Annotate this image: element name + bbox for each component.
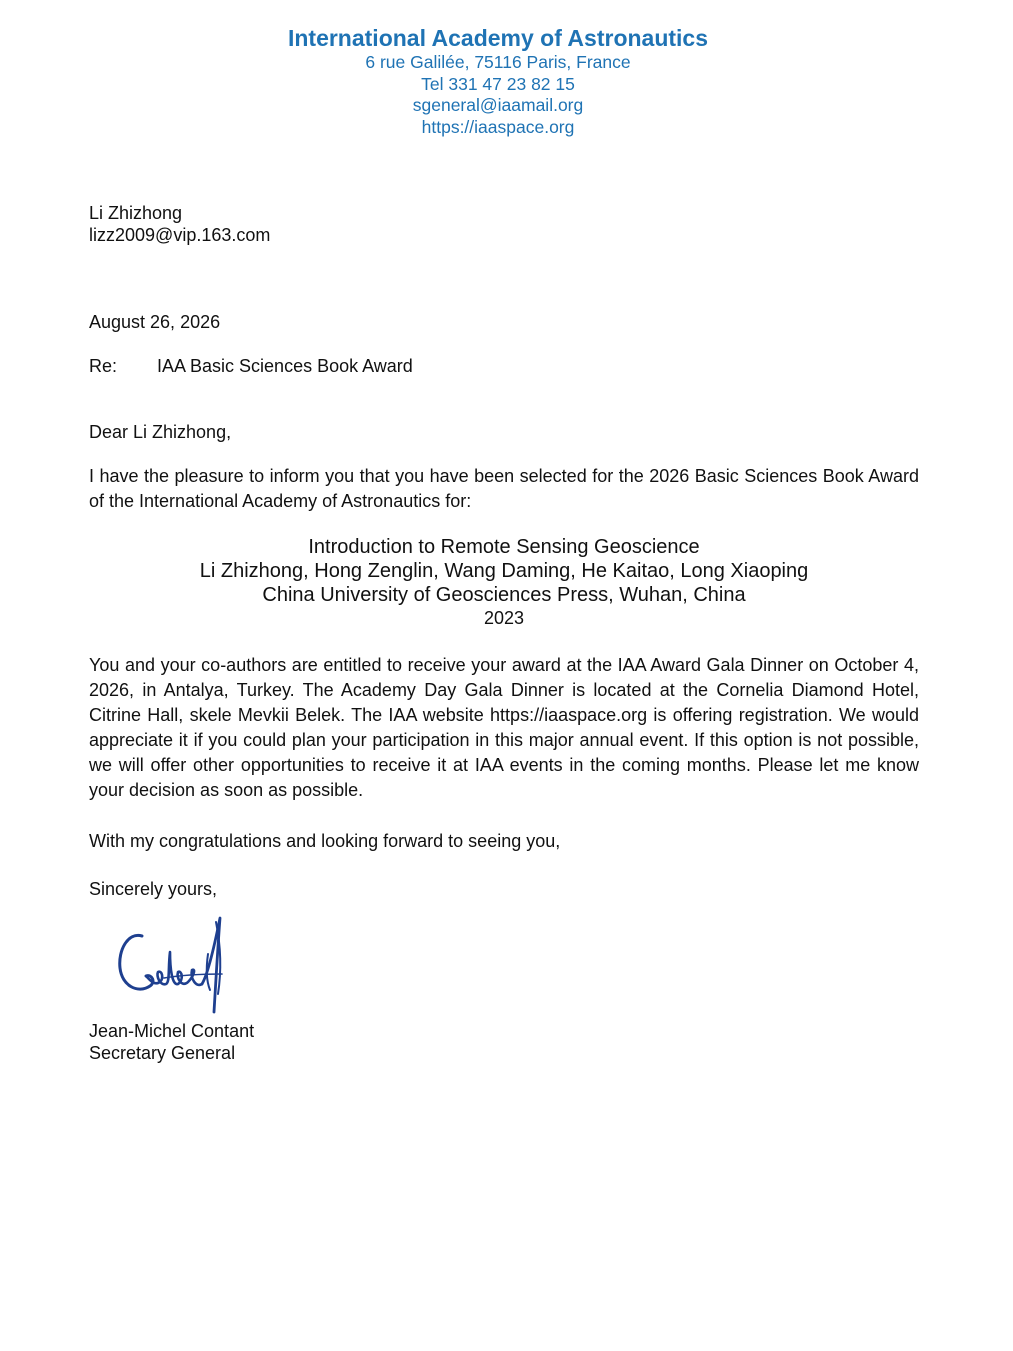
recipient-block: [89, 202, 919, 246]
book-authors: Li Zhizhong, Hong Zenglin, Wang Daming, He Kaitao, Long Xiaoping: [199, 560, 809, 582]
book-publisher: China University of Geosciences Press, Wuhan, China: [262, 584, 746, 606]
signatory-block: [89, 1020, 919, 1064]
recipient-email: lizz2009@vip.163.com: [89, 225, 271, 245]
book-year: 2023: [483, 608, 525, 628]
signatory-title: Secretary General: [89, 1043, 236, 1063]
subject-text: IAA Basic Sciences Book Award: [157, 356, 413, 376]
book-details: [0, 535, 1008, 629]
subject-line: [89, 355, 919, 377]
organization-phone: Tel 331 47 23 82 15: [421, 73, 575, 94]
subject-label: Re:: [89, 356, 118, 376]
letter-date: August 26, 2026: [89, 312, 221, 332]
organization-email: sgeneral@iaamail.org: [412, 95, 584, 115]
sign-off: Sincerely yours,: [89, 879, 218, 899]
award-paragraph: You and your co-authors are entitled to receive your award at the IAA Award Gala Dinner on October 4, 2026, in Antalya, Turkey. The Academy Day Gala Dinner is located at the Cornelia Diamond Hotel, Citrine Hall, skele Mevkii Belek. The IAA website https://iaaspace.org is offering registration. We would appreciate it if you could plan your participation in this major annual event. If this option is not possible, we will offer other opportunities to receive it at IAA events in the coming months. Please let me know your decision as soon as possible.: [89, 655, 919, 800]
salutation: Dear Li Zhizhong,: [89, 422, 232, 442]
organization-address: 6 rue Galilée, 75116 Paris, France: [365, 52, 631, 72]
letterhead: [0, 24, 996, 138]
signature-image: [90, 908, 240, 1016]
organization-name: International Academy of Astronautics: [287, 25, 709, 51]
closing-line: With my congratulations and looking forward to seeing you,: [89, 831, 561, 851]
intro-paragraph: I have the pleasure to inform you that you have been selected for the 2026 Basic Sciences Book Award of the International Academy of Astronautics for:: [89, 466, 919, 511]
signatory-name: Jean-Michel Contant: [89, 1021, 255, 1041]
organization-website: https://iaaspace.org: [421, 116, 575, 137]
book-title: Introduction to Remote Sensing Geoscience: [308, 536, 700, 558]
recipient-name: Li Zhizhong: [89, 203, 183, 223]
